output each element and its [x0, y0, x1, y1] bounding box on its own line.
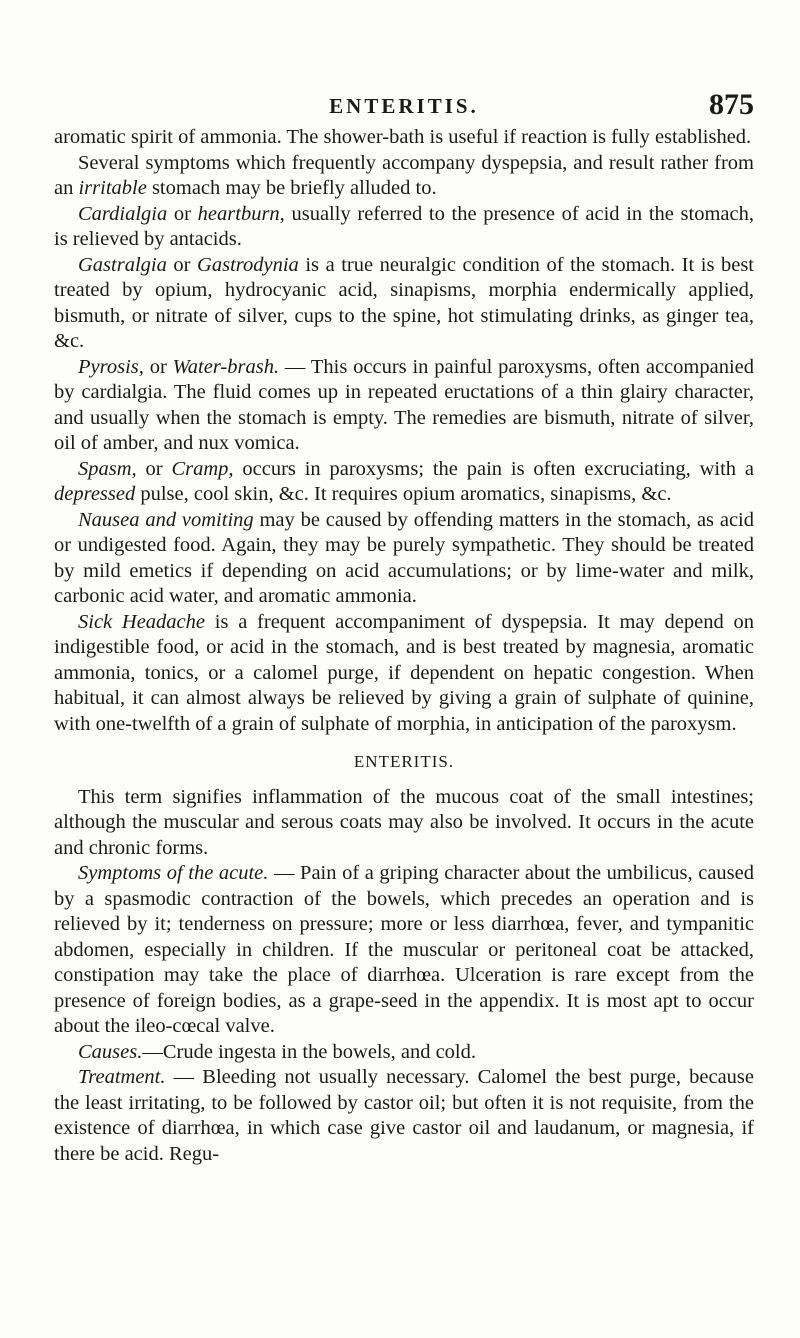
paragraph [54, 508, 754, 610]
text-run: or [143, 355, 173, 378]
italic-run: Causes. [78, 1040, 143, 1063]
paragraph [54, 125, 754, 151]
text-run: — Pain of a griping character about the umbilicus, caused by a spasmodic contraction of the bowels, which precedes an operation and is relieved by it; tenderness on pressure; more or less diarrhœa, fever, and tympanitic abdomen, especially in children. If the muscular or peritoneal coat be attacked, constipation may take the place of diarrhœa. Ulceration is rare except from the presence of foreign bodies, as a grape-seed in the appendix. It is most apt to occur about the ileo-cœcal valve. [54, 862, 754, 1037]
text-run: Several symptoms which frequently accompany dyspepsia, and result rather from an [54, 151, 754, 199]
text-run: This term signifies inflammation of the mucous coat of the small intestines; although the muscular and serous coats may also be involved. It occurs in the acute and chronic forms. [54, 785, 754, 859]
text-run: or [167, 202, 198, 225]
running-title: ENTERITIS. [329, 94, 479, 118]
body-text [54, 125, 754, 1167]
text-run: usually referred to the presence of acid in the stomach, is relieved by antacids. [54, 202, 754, 250]
text-run: — Bleeding not usually necessary. Calomel the best purge, because the least irritating, to be followed by castor oil; but often it is not requisite, from the existence of diarrhœa, in which case give castor oil and laudanum, or magnesia, if there be acid. Regu- [54, 1066, 754, 1165]
italic-run: heartburn, [197, 202, 285, 225]
running-head [54, 88, 754, 128]
italic-run: Treatment. [78, 1066, 166, 1088]
text-run: or [166, 253, 198, 276]
paragraph [54, 1040, 754, 1066]
text-run: or [136, 457, 172, 480]
section-heading [54, 749, 754, 775]
text-run: stomach may be briefly alluded to. [146, 177, 437, 199]
page-number: 875 [709, 88, 754, 121]
italic-run: Cramp, [171, 457, 234, 480]
italic-run: Pyrosis, [78, 355, 144, 378]
text-run: is a frequent accompaniment of dyspepsia. It may depend on indigestible food, or acid in the stomach, and is best treated by magnesia, aromatic ammonia, tonics, or a calomel purge, if dependent on hepatic congestion. When habitual, it can almost always be relieved by giving a grain of sulphate of quinine, with one-twelfth of a grain of sulphate of morphia, in anticipation of the paroxysm. [54, 610, 754, 735]
paragraph [54, 355, 754, 457]
italic-run: Spasm, [78, 457, 137, 480]
italic-run: Cardialgia [78, 202, 168, 225]
text-run: pulse, cool skin, &c. It requires opium aromatics, sinapisms, &c. [135, 483, 672, 505]
paragraph [54, 151, 754, 202]
italic-run: Gastrodynia [197, 253, 299, 276]
text-run: — This occurs in painful paroxysms, often accompanied by cardialgia. The fluid comes up in repeated eructations of a thin glairy character, and usually when the stomach is empty. The remedies are bismuth, nitrate of silver, oil of amber, and nux vomica. [54, 355, 754, 454]
paragraph [54, 1065, 754, 1167]
italic-run: Nausea and vomiting [78, 508, 254, 531]
paragraph [54, 610, 754, 738]
text-run: ENTERITIS. [353, 752, 455, 771]
text-run: may be caused by offending matters in the stomach, as acid or undigested food. Again, they may be purely sympathetic. They should be treated by mild emetics if depending on acid accumulations; or by lime-water and milk, carbonic acid water, and aromatic ammonia. [54, 508, 754, 607]
paragraph [54, 861, 754, 1040]
italic-run: Sick Headache [78, 610, 206, 633]
italic-run: Symptoms of the acute. [78, 862, 269, 884]
text-run: aromatic spirit of ammonia. The shower-bath is useful if reaction is fully established. [54, 126, 752, 148]
paragraph [54, 202, 754, 253]
text-run: is a true neuralgic condition of the stomach. It is best treated by opium, hydrocyanic acid, sinapisms, morphia endermically applied, bismuth, or nitrate of silver, cups to the spine, hot stimulating drinks, as ginger tea, &c. [54, 253, 755, 352]
text-run: occurs in paroxysms; the pain is often excruciating, with a [233, 457, 754, 480]
italic-run: Gastralgia [78, 253, 167, 276]
italic-run: Water-brash. [172, 355, 280, 378]
italic-run: depressed [54, 483, 136, 505]
paragraph [54, 785, 754, 862]
text-run: —Crude ingesta in the bowels, and cold. [142, 1040, 476, 1063]
italic-run: irritable [78, 177, 147, 199]
paragraph [54, 457, 754, 508]
paragraph [54, 253, 754, 355]
